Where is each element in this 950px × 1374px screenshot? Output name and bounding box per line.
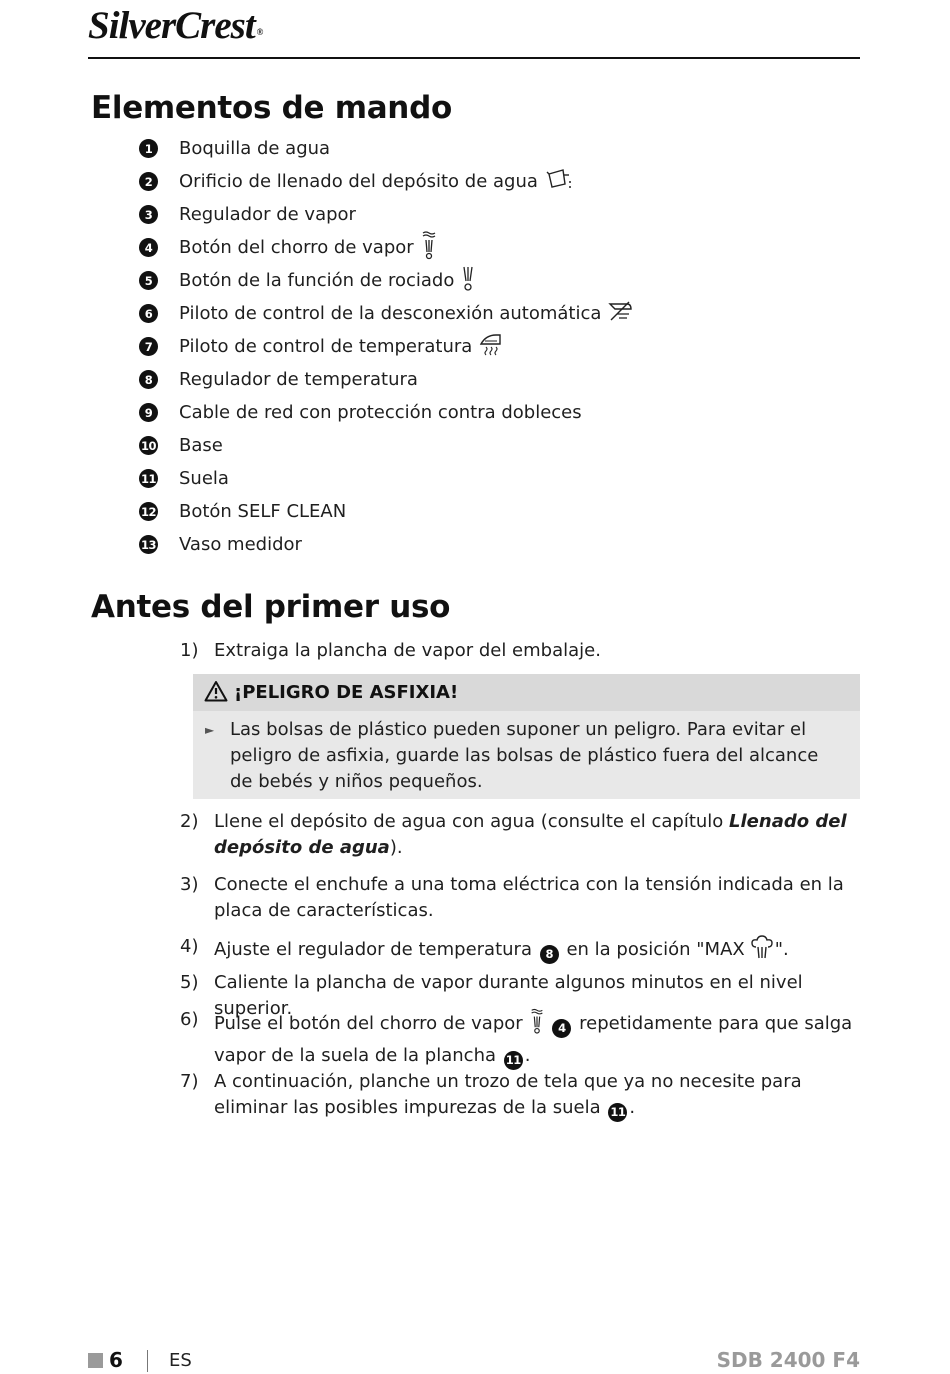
warning-box	[193, 674, 860, 799]
step-number: 6)	[180, 1009, 199, 1030]
iron-temperature-icon	[478, 332, 504, 361]
language-code: ES	[169, 1350, 192, 1371]
item-label: Regulador de vapor	[179, 204, 356, 225]
warning-triangle-icon	[204, 680, 228, 706]
step-text-end: ).	[389, 837, 403, 858]
reference-number: 11	[608, 1103, 627, 1122]
page-number: 6	[109, 1348, 123, 1372]
footer-square	[88, 1353, 103, 1368]
step-number: 3)	[180, 874, 199, 895]
list-item	[139, 165, 839, 198]
step-text: Llene el depósito de agua con agua (consulte el capítulo	[214, 811, 730, 832]
brand-name: SilverCrest	[88, 4, 255, 47]
registered-mark: ®	[256, 27, 263, 37]
list-item	[139, 363, 839, 396]
list-item	[139, 330, 839, 363]
reference-number: 8	[540, 945, 559, 964]
item-number: 6	[139, 304, 158, 323]
section-title-controls: Elementos de mando	[91, 90, 452, 126]
item-number: 4	[139, 238, 158, 257]
footer-divider	[147, 1350, 148, 1372]
step-text-mid: repetidamente para que salga vapor de la suela de la plancha	[214, 1013, 853, 1066]
item-number: 2	[139, 172, 158, 191]
chapter-reference: Llenado del depósito de agua	[214, 811, 847, 858]
item-number: 1	[139, 139, 158, 158]
reference-number: 11	[504, 1051, 523, 1070]
item-number: 13	[139, 535, 158, 554]
step-text: Ajuste el regulador de temperatura	[214, 939, 532, 960]
warning-header	[193, 674, 860, 711]
item-label: Suela	[179, 468, 229, 489]
brand-logo	[88, 4, 262, 48]
list-item	[139, 264, 839, 297]
item-label: Vaso medidor	[179, 534, 302, 555]
step-text: Caliente la plancha de vapor durante algunos minutos en el nivel superior.	[214, 972, 803, 1019]
step-4	[180, 934, 865, 968]
item-number: 9	[139, 403, 158, 422]
step-6	[180, 1007, 865, 1070]
warning-text: Las bolsas de plástico pueden suponer un peligro. Para evitar el peligro de asfixia, guarde las bolsas de plástico fuera del alcance de bebés y niños pequeños.	[230, 719, 819, 792]
item-number: 5	[139, 271, 158, 290]
section-title-first-use: Antes del primer uso	[91, 589, 451, 625]
step-number: 5)	[180, 972, 199, 993]
step-1	[180, 638, 865, 664]
step-text: Conecte el enchufe a una toma eléctrica con la tensión indicada en la placa de características.	[214, 874, 844, 921]
item-number: 11	[139, 469, 158, 488]
step-text-end: ".	[774, 939, 789, 960]
steam-burst-icon	[529, 1007, 545, 1043]
item-label: Piloto de control de la desconexión automática	[179, 303, 602, 324]
step-3	[180, 872, 865, 924]
controls-list	[139, 132, 839, 561]
list-item	[139, 495, 839, 528]
item-label: Botón SELF CLEAN	[179, 501, 347, 522]
item-number: 7	[139, 337, 158, 356]
step-7	[180, 1069, 865, 1122]
list-item	[139, 297, 839, 330]
spray-icon	[460, 263, 476, 298]
item-number: 8	[139, 370, 158, 389]
list-item	[139, 396, 839, 429]
item-label: Botón de la función de rociado	[179, 270, 455, 291]
item-label: Orificio de llenado del depósito de agua	[179, 171, 538, 192]
header-rule	[88, 57, 860, 59]
item-label: Base	[179, 435, 223, 456]
reference-number: 4	[552, 1019, 571, 1038]
list-item	[139, 132, 839, 165]
step-text: Extraiga la plancha de vapor del embalaje.	[214, 640, 601, 661]
step-number: 4)	[180, 936, 199, 957]
item-label: Cable de red con protección contra dobleces	[179, 402, 582, 423]
step-text-end: .	[629, 1097, 636, 1118]
step-text-end: .	[524, 1045, 531, 1066]
item-label: Piloto de control de temperatura	[179, 336, 473, 357]
list-item	[139, 231, 839, 264]
item-number: 12	[139, 502, 158, 521]
step-number: 2)	[180, 811, 199, 832]
max-steam-icon	[749, 934, 775, 968]
step-2	[180, 809, 865, 861]
item-label: Regulador de temperatura	[179, 369, 418, 390]
item-label: Botón del chorro de vapor	[179, 237, 414, 258]
list-item	[139, 198, 839, 231]
list-item	[139, 462, 839, 495]
step-text-mid: en la posición "MAX	[566, 939, 745, 960]
auto-off-icon	[607, 300, 635, 327]
arrow-bullet-icon: ►	[205, 723, 215, 737]
item-number: 10	[139, 436, 158, 455]
list-item	[139, 429, 839, 462]
warning-title: ¡PELIGRO DE ASFIXIA!	[234, 682, 459, 703]
item-label: Boquilla de agua	[179, 138, 331, 159]
step-number: 1)	[180, 640, 199, 661]
step-number: 7)	[180, 1071, 199, 1092]
step-text: A continuación, planche un trozo de tela que ya no necesite para eliminar las posibles impurezas de la suela	[214, 1071, 802, 1118]
step-text: Pulse el botón del chorro de vapor	[214, 1013, 523, 1034]
steam-burst-icon	[420, 230, 438, 265]
model-number: SDB 2400 F4	[716, 1348, 860, 1372]
item-number: 3	[139, 205, 158, 224]
list-item	[139, 528, 839, 561]
water-tank-icon	[544, 167, 574, 196]
